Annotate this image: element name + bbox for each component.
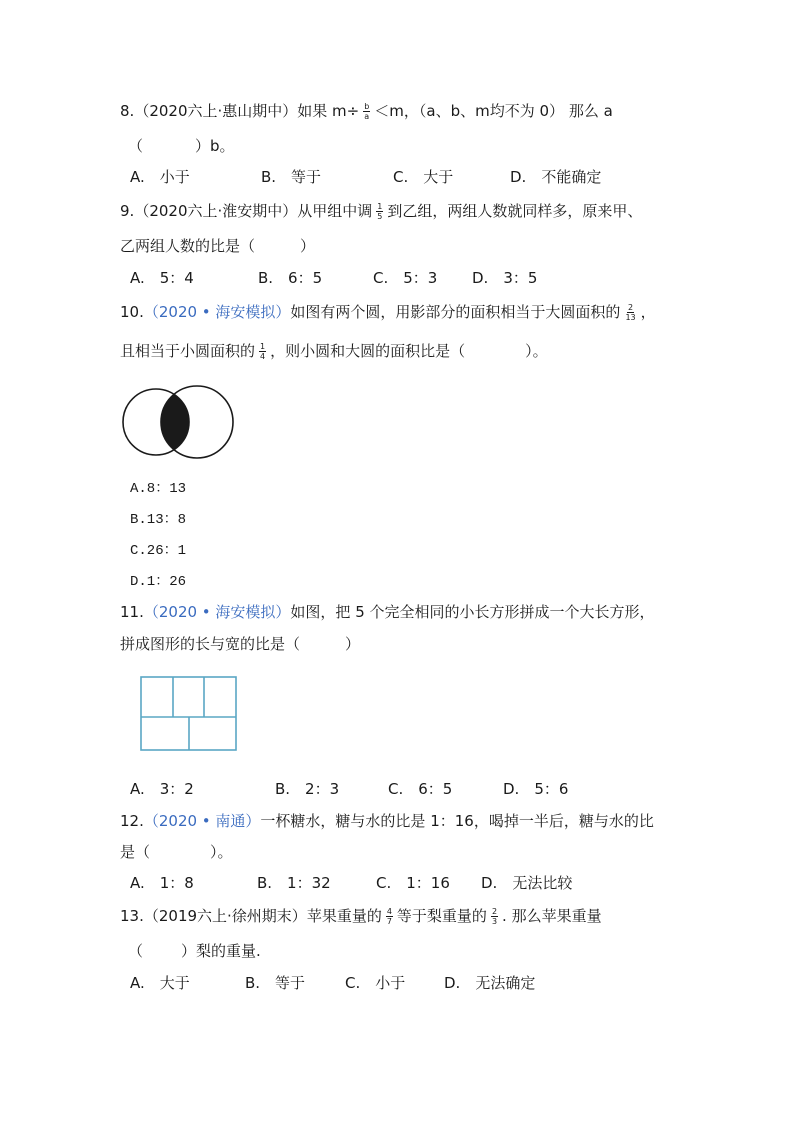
fraction: $\frac{1}{4}$ [260, 342, 266, 361]
option-a: A. 小于 [130, 168, 190, 186]
option-a: A. 3：2 [130, 780, 194, 798]
question-12-line2 [120, 842, 233, 862]
option-a: A. 大于 [130, 974, 190, 992]
rectangle-grid-figure [138, 674, 239, 754]
option-c: C. 小于 [345, 974, 406, 992]
question-9-line2 [120, 236, 315, 256]
question-text: 从甲组中调 [297, 202, 373, 220]
fraction: $\frac{1}{5}$ [377, 202, 383, 221]
question-number: 9. [120, 202, 135, 220]
question-text: 乙两组人数的比是（ ） [120, 237, 316, 255]
question-text: 是（ ）。 [120, 843, 233, 861]
question-number: 12. [120, 812, 144, 830]
question-source: （2020六上·惠山期中） [134, 102, 298, 120]
question-text: 如果 m÷ [297, 102, 360, 120]
option-b: B.13：8 [130, 512, 187, 528]
question-13-line2: （ ）梨的重量. [128, 942, 261, 960]
question-9-line1 [120, 201, 642, 221]
fraction: $\frac{b}{a}$ [364, 102, 370, 121]
question-13-line1: 13.（2019六上·徐州期末）苹果重量的 $\frac{4}{7}$ 等于梨重量的 $\frac{2}{3}$ . 那么苹果重量 [120, 907, 602, 926]
question-source: （2020六上·淮安期中） [134, 202, 298, 220]
question-11-line2 [120, 634, 360, 654]
option-c: C. 大于 [393, 168, 454, 186]
question-text: ＜m，（a、b、m均不为 0） 那么 a [374, 102, 613, 120]
question-source: （2020 • 海安模拟） [143, 303, 291, 321]
option-d: D. 无法比较 [481, 874, 573, 892]
option-c: C.26：1 [130, 543, 187, 559]
option-a: A.8：13 [130, 481, 187, 497]
question-8-line2: （ ）b。 [128, 137, 235, 155]
question-10-line1: 10.（2020 • 海安模拟）如图有两个圆，用影部分的面积相当于大圆面积的 $\frac{2}{13}$ ， [120, 303, 656, 322]
fraction: $\frac{4}{7}$ [386, 907, 392, 926]
question-number: 13. [120, 907, 144, 925]
question-number: 11. [120, 603, 144, 621]
question-11-line1 [120, 602, 655, 622]
two-circles-figure [118, 384, 234, 464]
question-12-line1 [120, 811, 654, 831]
option-d: D. 无法确定 [444, 974, 536, 992]
fraction: $\frac{2}{3}$ [491, 907, 498, 926]
question-8-line1 [120, 101, 613, 121]
question-number: 8. [120, 102, 135, 120]
option-d: D.1：26 [130, 574, 187, 590]
option-b: B. 6：5 [258, 269, 323, 287]
fraction: $\frac{2}{13}$ [625, 303, 636, 322]
question-text: 一杯糖水，糖与水的比是 1：16，喝掉一半后，糖与水的比 [260, 812, 654, 830]
question-source: （2019六上·徐州期末） [143, 907, 307, 925]
question-10-line2: 且相当于小圆面积的 $\frac{1}{4}$ ，则小圆和大圆的面积比是（ ）。 [120, 342, 548, 361]
question-number: 10. [120, 303, 144, 321]
question-text: 拼成图形的长与宽的比是（ ） [120, 635, 361, 653]
option-c: C. 1：16 [376, 874, 450, 892]
question-source: （2020 • 南通） [143, 812, 261, 830]
option-b: B. 1：32 [257, 874, 331, 892]
question-text: 到乙组，两组人数就同样多，原来甲、 [387, 202, 643, 220]
option-a: A. 5：4 [130, 269, 194, 287]
option-c: C. 5：3 [373, 269, 438, 287]
option-b: B. 2：3 [275, 780, 340, 798]
option-d: D. 5：6 [503, 780, 569, 798]
question-source: （2020 • 海安模拟） [143, 603, 291, 621]
option-a: A. 1：8 [130, 874, 194, 892]
question-text: 如图，把 5 个完全相同的小长方形拼成一个大长方形， [290, 603, 655, 621]
option-b: B. 等于 [261, 168, 322, 186]
option-b: B. 等于 [245, 974, 306, 992]
question-text: 如图有两个圆，用影部分的面积相当于大圆面积的 [290, 303, 621, 321]
option-d: D. 3：5 [472, 269, 538, 287]
question-10-options [130, 474, 186, 598]
option-d: D. 不能确定 [510, 168, 602, 186]
option-c: C. 6：5 [388, 780, 453, 798]
question-text: 苹果重量的 [306, 907, 382, 925]
